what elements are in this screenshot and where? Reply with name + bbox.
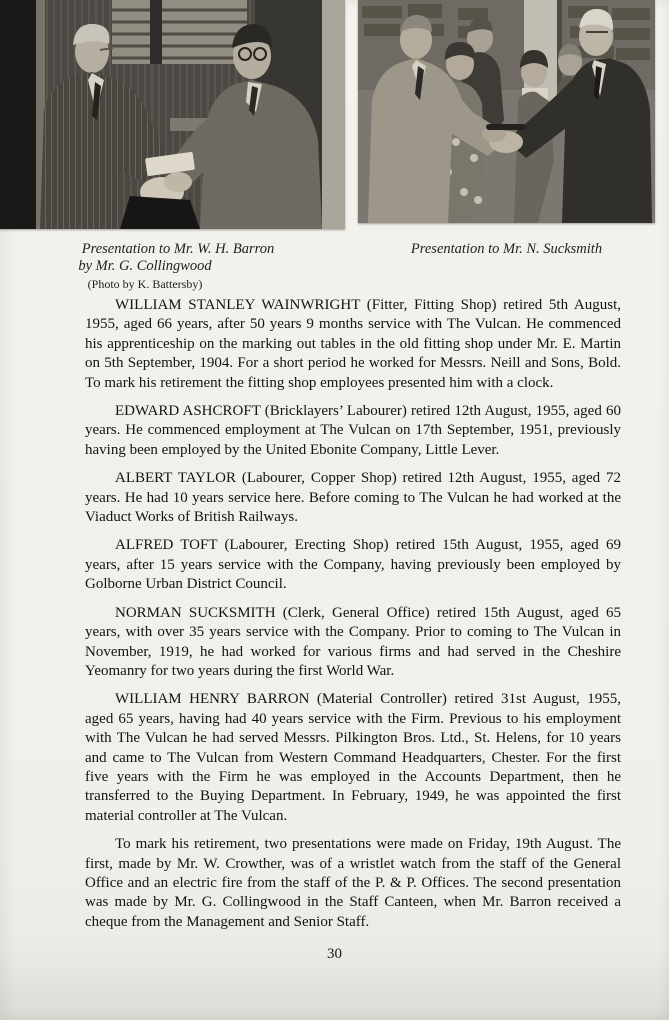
caption-barron-photo-credit: (Photo by K. Battersby)	[87, 277, 203, 291]
barron-photo-image	[0, 0, 345, 229]
photo-sucksmith-presentation	[358, 0, 655, 223]
paragraph-taylor: ALBERT TAYLOR (Labourer, Copper Shop) retired 12th August, 1955, aged 72 years. He had 10 years service here. Before coming to The Vulcan he had worked at the Viaduct Works of British Railways.	[85, 470, 621, 526]
article-body	[85, 296, 621, 941]
caption-barron-line2: by Mr. G. Collingwood	[78, 258, 212, 274]
paragraph-sucksmith: NORMAN SUCKSMITH (Clerk, General Office) retired 15th August, aged 65 years, with over 35 years service with the Company. Prior to coming to The Vulcan in November, 1919, he had worked for various firms and had served in the Cheshire Yeomanry for two years during the first World War.	[85, 604, 621, 679]
caption-barron	[28, 241, 328, 293]
paragraph-barron-presentations: To mark his retirement, two presentations were made on Friday, 19th August. The first, made by Mr. W. Crowther, was of a wristlet watch from the staff of the General Office and an electric fire from the staff of the P. & P. Offices. The second presentation was made by Mr. G. Collingwood in the Staff Canteen, when Mr. Barron received a cheque from the Management and Senior Staff.	[85, 836, 621, 930]
caption-barron-line1: Presentation to Mr. W. H. Barron	[81, 241, 275, 257]
paragraph-toft: ALFRED TOFT (Labourer, Erecting Shop) retired 15th August, 1955, aged 69 years, after 15 years service with the Company, having previously been employed by Golborne Urban District Council.	[85, 537, 621, 593]
photo-barron-presentation	[0, 0, 345, 229]
paragraph-ashcroft: EDWARD ASHCROFT (Bricklayers’ Labourer) retired 12th August, 1955, aged 60 years. He commenced employment at The Vulcan on 17th September, 1951, previously having been employed by the United Ebonite Company, Little Lever.	[85, 403, 621, 458]
page-number: 30	[327, 946, 342, 962]
caption-sucksmith	[358, 241, 655, 258]
paragraph-wainwright: WILLIAM STANLEY WAINWRIGHT (Fitter, Fitting Shop) retired 5th August, 1955, aged 66 years, after 50 years 9 months service with The Vulcan. He commenced his apprenticeship on the marking out tables in the old fitting shop under Mr. E. Martin on 5th September, 1904. For a short period he worked for Messrs. Neill and Sons, Bold. To mark his retirement the fitting shop employees presented him with a clock.	[85, 297, 621, 391]
caption-sucksmith-line1: Presentation to Mr. N. Sucksmith	[410, 241, 603, 257]
sucksmith-photo-image	[358, 0, 655, 223]
paragraph-barron: WILLIAM HENRY BARRON (Material Controller) retired 31st August, 1955, aged 65 years, having had 40 years service with the Firm. Previous to his employment with The Vulcan he had served Messrs. Pilkington Bros. Ltd., St. Helens, for 10 years and came to The Vulcan from Western Command Headquarters, Chester. For the first five years with the Firm he was employed in the Accounts Department, then he transferred to the Buying Department. In February, 1949, he was appointed the first material controller at The Vulcan.	[85, 691, 621, 824]
